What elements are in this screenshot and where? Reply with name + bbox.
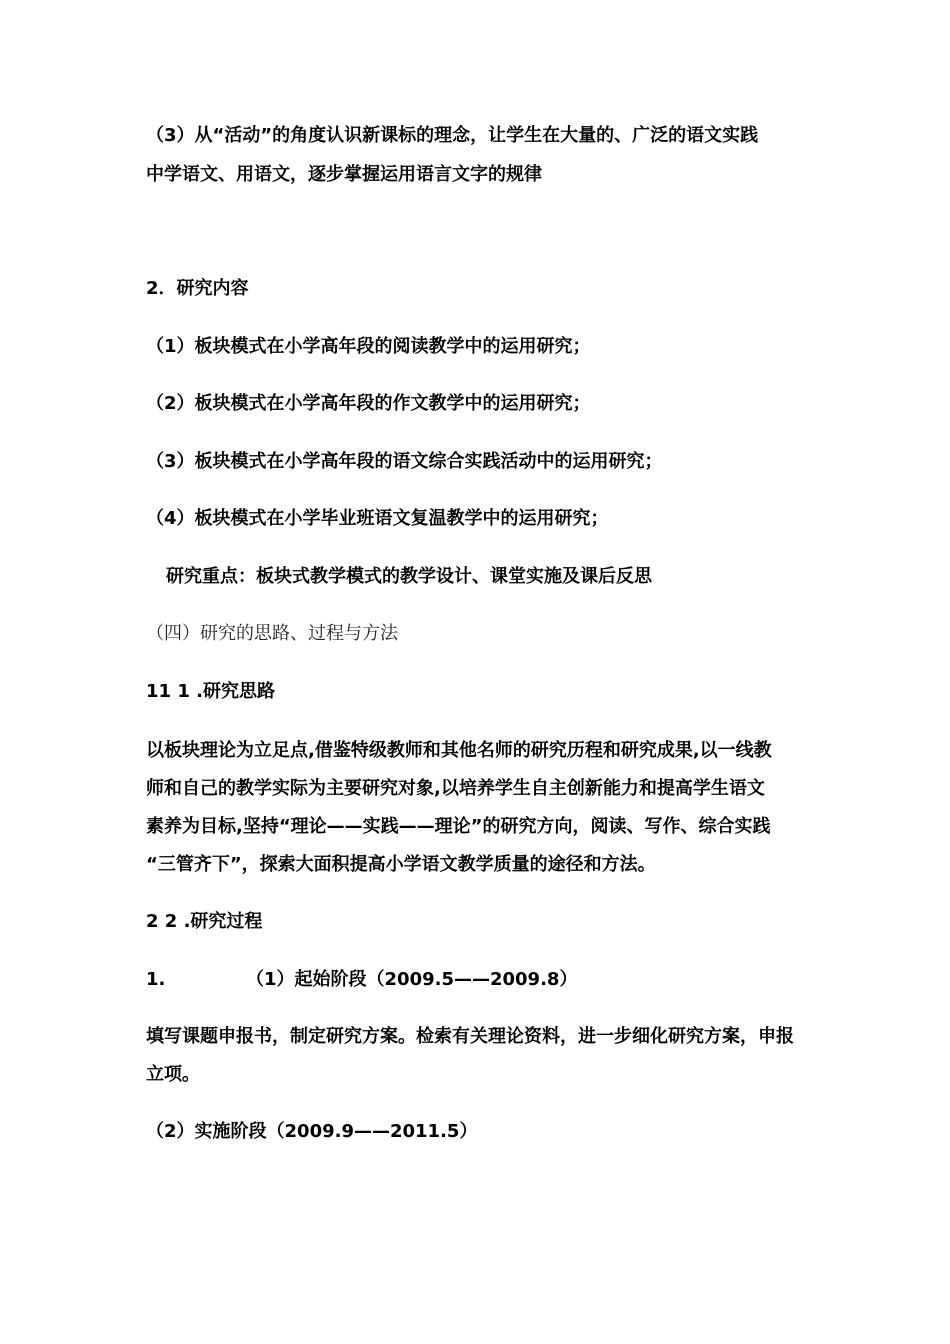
- paragraph-concept-line-1: （3）从“活动”的角度认识新课标的理念，让学生在大量的、广泛的语文实践: [146, 125, 759, 146]
- heading-research-thinking: 11 1 .研究思路: [146, 681, 275, 702]
- stage-2-heading: （2）实施阶段（2009.9——2011.5）: [146, 1121, 478, 1142]
- stage-1-number: 1.: [146, 969, 166, 990]
- stage-1-title: （1）起始阶段（2009.5——2009.8）: [246, 969, 578, 990]
- heading-research-content: 2．研究内容: [146, 278, 249, 299]
- list-item-review: （4）板块模式在小学毕业班语文复温教学中的运用研究；: [146, 508, 609, 529]
- section-heading-four: （四）研究的思路、过程与方法: [146, 623, 398, 644]
- stage-1-line-2: 立项。: [146, 1064, 200, 1085]
- stage-1-line-1: 填写课题申报书，制定研究方案。检索有关理论资料，进一步细化研究方案，申报: [146, 1026, 794, 1047]
- list-item-reading: （1）板块模式在小学高年段的阅读教学中的运用研究；: [146, 336, 591, 357]
- paragraph-concept-line-2: 中学语文、用语文，逐步掌握运用语言文字的规律: [146, 164, 542, 185]
- list-item-writing: （2）板块模式在小学高年段的作文教学中的运用研究；: [146, 393, 591, 414]
- heading-research-process: 2 2 .研究过程: [146, 911, 263, 932]
- stage-1-heading: [146, 963, 816, 997]
- thinking-line-4: “三管齐下”，探索大面积提高小学语文教学质量的途径和方法。: [146, 854, 656, 875]
- thinking-line-2: 师和自己的教学实际为主要研究对象,以培养学生自主创新能力和提高学生语文: [146, 778, 765, 799]
- thinking-line-3: 素养为目标,坚持“理论——实践——理论”的研究方向，阅读、写作、综合实践: [146, 816, 771, 837]
- list-item-practice: （3）板块模式在小学高年段的语文综合实践活动中的运用研究；: [146, 451, 663, 472]
- research-focus: 研究重点：板块式教学模式的教学设计、课堂实施及课后反思: [166, 566, 652, 587]
- thinking-line-1: 以板块理论为立足点,借鉴特级教师和其他名师的研究历程和研究成果,以一线教: [146, 740, 772, 761]
